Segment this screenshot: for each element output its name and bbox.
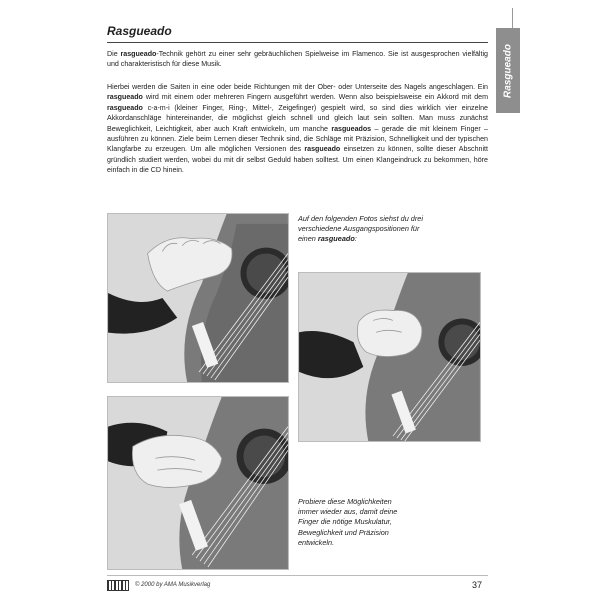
side-tab-label: Rasgueado [502, 43, 514, 98]
text-run: c-a-m-i (kleiner Finger, Ring-, Mittel-, Zeigefinger) gespielt wird, so sind dies wirklich vier einzelne Akkordanschläge hintereinander, die möglichst gleich schnell und gleich laut sein sollten. Man muss zunächst Beweglichkeit, Leichtigkeit, aber auch Kraft entwickeln, um manche [107, 103, 488, 133]
footer-rule [107, 575, 488, 576]
photo-hand-position-1-image [108, 214, 288, 382]
section-title: Rasgueado [107, 24, 172, 38]
paragraph-intro [107, 49, 488, 70]
text-run: einsetzen zu können, sollte dieser Abschnitt gründlich studiert werden, wobei du mit dir selbst Geduld haben solltest. Um einen Klangeindruck zu bekommen, höre einfach in die CD hinein. [107, 145, 488, 175]
bold-term: rasgueado [317, 234, 355, 244]
photo-hand-position-3 [107, 396, 289, 570]
text-run: Auf den folgenden Fotos siehst du drei verschiedene Ausgangspositionen für einen [298, 214, 423, 244]
title-underline [107, 42, 488, 43]
text-run: -Technik gehört zu einer sehr gebräuchlichen Spielweise im Flamenco. Sie ist ausgesprochen vielfältig und charakteristisch für diese Musik. [107, 50, 488, 69]
text-run: Hierbei werden die Saiten in eine oder beide Richtungen mit der Ober- oder Unterseite des Nagels angeschlagen. Ein [107, 83, 488, 91]
copyright-notice: © 2000 by AMA Musikverlag [135, 582, 211, 588]
photo-hand-position-2 [298, 272, 481, 442]
text-run: wird mit einem oder mehreren Fingern ausgeführt werden. Wenn also beispielsweise ein Akkord mit dem [142, 93, 488, 102]
bold-term: rasgueado [120, 50, 157, 58]
text-run: – gerade die mit kleinem Finger – ausführen zu können. Ziele beim Lernen dieser Technik sind, die Schläge mit Präzision, Schnelligkeit und der typischen Klangfarbe zu erzeugen. Um alle möglichen Versionen des [107, 124, 488, 154]
bold-term: rasgueados [331, 124, 372, 133]
bold-term: rasgueado [304, 145, 341, 154]
photo-hand-position-2-image [299, 273, 480, 441]
caption-photos-intro [298, 214, 428, 245]
margin-rule [512, 8, 513, 28]
text-run: Die [107, 50, 121, 58]
publisher-logo-icon [107, 580, 129, 591]
caption-practice-tip: Probiere diese Möglichkeiten immer wieder aus, damit deine Finger die nötige Muskulatur, Beweglichkeit und Präzision entwickeln. [298, 497, 398, 547]
bold-term: rasgueado [107, 103, 143, 112]
chapter-side-tab [496, 28, 520, 113]
photo-hand-position-3-image [108, 397, 288, 569]
bold-term: rasgueado [107, 93, 143, 102]
paragraph-technique [107, 82, 488, 176]
photo-hand-position-1 [107, 213, 289, 383]
page-number: 37 [472, 580, 483, 590]
text-run: : [354, 234, 357, 244]
